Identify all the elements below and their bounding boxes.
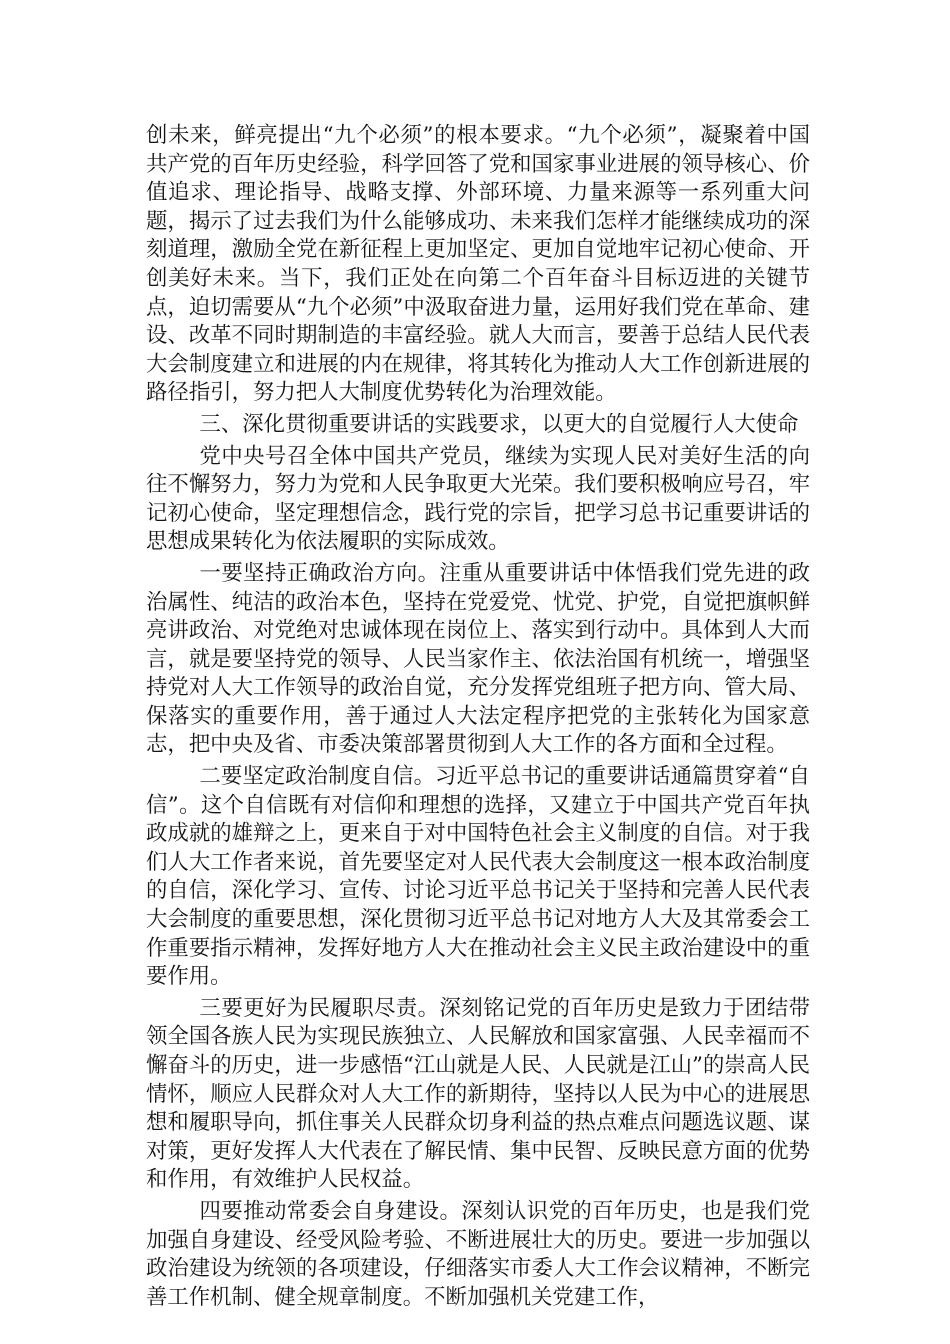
paragraph-point-two: 二要坚定政治制度自信。习近平总书记的重要讲话通篇贯穿着“自信”。这个自信既有对信仰和理想的选择，又建立于中国共产党百年执政成就的雄辩之上，更来自于对中国特色社会主义制度的自信。对于我们人大工作者来说，首先要坚定对人民代表大会制度这一根本政治制度的自信，深化学习、宣传、讨论习近平总书记关于坚持和完善人民代表大会制度的重要思想，深化贯彻习近平总书记对地方人大及其常委会工作重要指示精神，发挥好地方人大在推动社会主义民主政治建设中的重要作用。 (146, 764, 810, 990)
section-heading-three: 三、深化贯彻重要讲话的实践要求，以更大的自觉履行人大使命 (199, 411, 799, 437)
paragraph-call-to-action: 党中央号召全体中国共产党员，继续为实现人民对美好生活的向往不懈努力，努力为党和人民争取更大光荣。我们要积极响应号召，牢记初心使命，坚定理想信念，践行党的宗旨，把学习总书记重要讲话的思想成果转化为依法履职的实际成效。 (146, 443, 810, 555)
paragraph-point-three: 三要更好为民履职尽责。深刻铭记党的百年历史是致力于团结带领全国各族人民为实现民族独立、人民解放和国家富强、人民幸福而不懈奋斗的历史，进一步感悟“江山就是人民、人民就是江山”的崇高人民情怀，顺应人民群众对人大工作的新期待，坚持以人民为中心的进展思想和履职导向，抓住事关人民群众切身利益的热点难点问题选议题、谋对策，更好发挥人大代表在了解民情、集中民智、反映民意方面的优势和作用，有效维护人民权益。 (146, 995, 810, 1193)
document-body (146, 122, 810, 1312)
paragraph-continuation: 创未来，鲜亮提出“九个必须”的根本要求。“九个必须”，凝聚着中国共产党的百年历史经验，科学回答了党和国家事业进展的领导核心、价值追求、理论指导、战略支撑、外部环境、力量来源等一系列重大问题，揭示了过去我们为什么能够成功、未来我们怎样才能继续成功的深刻道理，激励全党在新征程上更加坚定、更加自觉地牢记初心使命、开创美好未来。当下，我们正处在向第二个百年奋斗目标迈进的关键节点，迫切需要从“九个必须”中汲取奋进力量，运用好我们党在革命、建设、改革不同时期制造的丰富经验。就人大而言，要善于总结人民代表大会制度建立和进展的内在规律，将其转化为推动人大工作创新进展的路径指引，努力把人大制度优势转化为治理效能。 (146, 123, 810, 406)
paragraph-point-one: 一要坚持正确政治方向。注重从重要讲话中体悟我们党先进的政治属性、纯洁的政治本色，坚持在党爱党、忧党、护党，自觉把旗帜鲜亮讲政治、对党绝对忠诚体现在岗位上、落实到行动中。具体到人大而言，就是要坚持党的领导、人民当家作主、依法治国有机统一，增强坚持党对人大工作领导的政治自觉，充分发挥党组班子把方向、管大局、保落实的重要作用，善于通过人大法定程序把党的主张转化为国家意志，把中央及省、市委决策部署贯彻到人大工作的各方面和全过程。 (146, 560, 810, 758)
paragraph-point-four: 四要推动常委会自身建设。深刻认识党的百年历史，也是我们党加强自身建设、经受风险考验、不断进展壮大的历史。要进一步加强以政治建设为统领的各项建设，仔细落实市委人大工作会议精神，不断完善工作机制、健全规章制度。不断加强机关党建工作， (146, 1198, 810, 1310)
